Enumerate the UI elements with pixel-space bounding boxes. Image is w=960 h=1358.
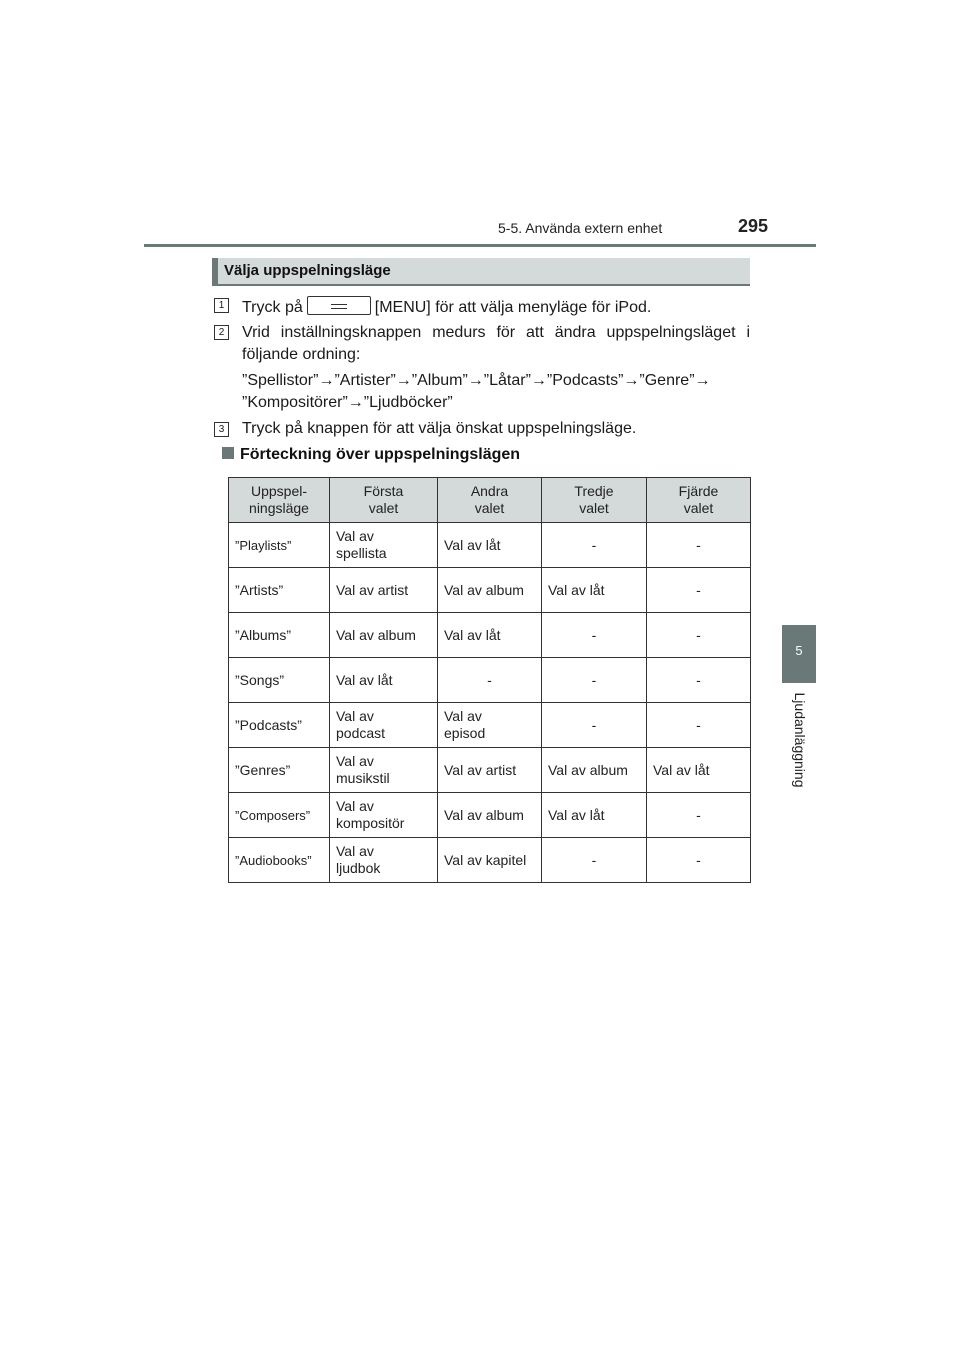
table-row	[229, 523, 751, 568]
header-cell: Uppspel- ningsläge	[229, 478, 330, 523]
page-number: 295	[738, 216, 769, 236]
table-cell: Val av podcast	[330, 703, 438, 748]
table-cell: -	[438, 658, 542, 703]
table-cell: Val av artist	[330, 568, 438, 613]
mode-sequence-line-2: ”Kompositörer”→”Ljudböcker”	[242, 394, 453, 411]
section-title: Välja uppspelningsläge	[224, 262, 391, 279]
header-cell: Första valet	[330, 478, 438, 523]
table-cell: -	[542, 838, 647, 883]
step-2-badge: 2	[214, 325, 229, 340]
header-rule	[144, 244, 816, 247]
table-cell: ”Genres”	[229, 748, 330, 793]
table-cell: ”Playlists”	[229, 523, 330, 568]
table-row	[229, 568, 751, 613]
table-cell: -	[647, 568, 751, 613]
table-cell: Val av spellista	[330, 523, 438, 568]
table-cell: -	[647, 838, 751, 883]
header-cell: Fjärde valet	[647, 478, 751, 523]
table-row	[229, 838, 751, 883]
header-section: 5-5. Använda extern enhet	[498, 220, 663, 236]
table-cell: Val av musikstil	[330, 748, 438, 793]
table-cell: ”Albums”	[229, 613, 330, 658]
table-cell: Val av kompositör	[330, 793, 438, 838]
table-row	[229, 748, 751, 793]
table-cell: Val av låt	[542, 793, 647, 838]
table-cell: Val av album	[330, 613, 438, 658]
table-cell: Val av låt	[647, 748, 751, 793]
table-cell: -	[647, 613, 751, 658]
table-cell: ”Composers”	[229, 793, 330, 838]
chapter-number: 5	[795, 643, 803, 658]
table-cell: Val av ljudbok	[330, 838, 438, 883]
header-cell: Tredje valet	[542, 478, 647, 523]
table-cell: ”Audiobooks”	[229, 838, 330, 883]
table-cell: -	[647, 793, 751, 838]
table-cell: Val av album	[438, 568, 542, 613]
subheading: Förteckning över uppspelningslägen	[222, 446, 520, 464]
table-cell: Val av album	[438, 793, 542, 838]
table-cell: -	[542, 703, 647, 748]
step-3-text: Tryck på knappen för att välja önskat uppspelningsläge.	[242, 420, 637, 437]
section-title-bar	[212, 258, 750, 286]
table-cell: Val av artist	[438, 748, 542, 793]
table-cell: Val av låt	[438, 523, 542, 568]
table-cell: ”Podcasts”	[229, 703, 330, 748]
table-cell: Val av låt	[542, 568, 647, 613]
chapter-label: Ljudanläggning	[792, 692, 808, 788]
table-cell: -	[542, 613, 647, 658]
table-row	[229, 793, 751, 838]
playback-mode-table	[228, 477, 751, 883]
step-3-badge: 3	[214, 422, 229, 437]
step-2-text: Vrid inställningsknappen medurs för att ändra uppspelningsläget i följande ordning:	[242, 324, 750, 363]
table-row	[229, 703, 751, 748]
table-cell: ”Artists”	[229, 568, 330, 613]
table-cell: ”Songs”	[229, 658, 330, 703]
table-cell: -	[647, 523, 751, 568]
table-cell: -	[647, 658, 751, 703]
table-header-row	[229, 478, 751, 523]
menu-button-icon	[307, 296, 371, 315]
table-cell: -	[647, 703, 751, 748]
table-cell: Val av episod	[438, 703, 542, 748]
step-1-badge: 1	[214, 298, 229, 313]
table-row	[229, 613, 751, 658]
table-cell: -	[542, 658, 647, 703]
square-bullet-icon	[222, 447, 234, 459]
step-1-text: Tryck på [MENU] för att välja menyläge för iPod.	[242, 296, 651, 317]
table-cell: Val av låt	[438, 613, 542, 658]
table-cell: Val av kapitel	[438, 838, 542, 883]
chapter-tab	[782, 625, 816, 683]
table-cell: -	[542, 523, 647, 568]
header-cell: Andra valet	[438, 478, 542, 523]
table-row	[229, 658, 751, 703]
mode-sequence-line-1: ”Spellistor”→”Artister”→”Album”→”Låtar”→”Podcasts”→”Genre”→	[242, 372, 711, 389]
table-cell: Val av låt	[330, 658, 438, 703]
table-cell: Val av album	[542, 748, 647, 793]
